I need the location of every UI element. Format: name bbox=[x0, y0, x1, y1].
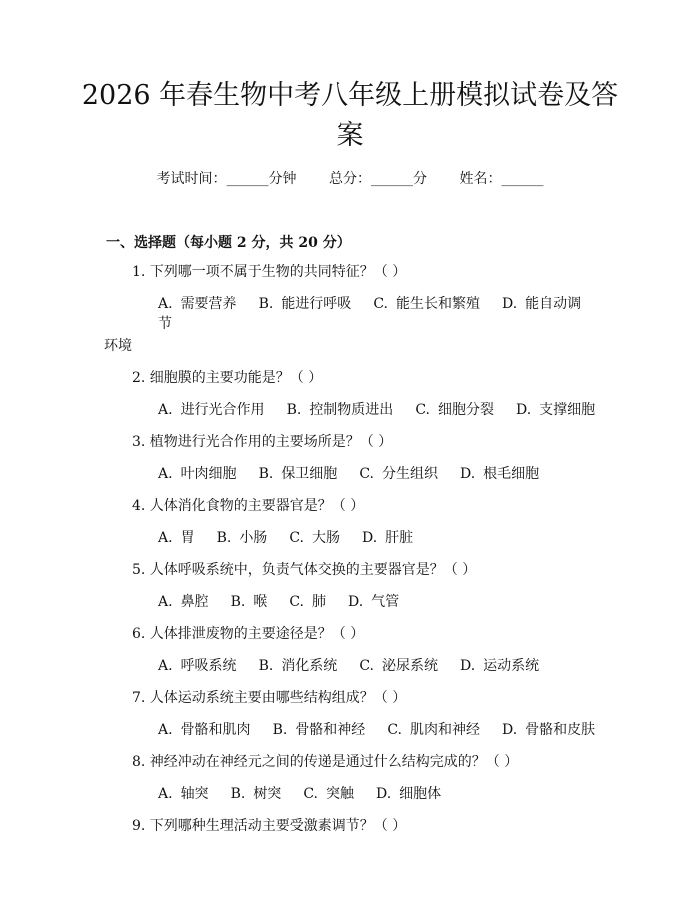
answer-option[interactable] bbox=[273, 722, 366, 738]
answer-option[interactable] bbox=[158, 530, 195, 546]
option-text: 支撑细胞 bbox=[539, 402, 596, 418]
option-text: 进行光合作用 bbox=[180, 402, 265, 418]
option-text: 运动系统 bbox=[483, 658, 540, 674]
option-letter: B. bbox=[230, 786, 246, 802]
answer-option[interactable] bbox=[158, 658, 237, 674]
option-text: 喉 bbox=[253, 594, 268, 610]
option-row bbox=[0, 720, 700, 740]
option-text: 肺 bbox=[311, 594, 326, 610]
answer-option[interactable] bbox=[460, 466, 539, 482]
answer-option[interactable] bbox=[259, 658, 338, 674]
option-text: 大肠 bbox=[311, 530, 340, 546]
answer-option[interactable] bbox=[289, 594, 326, 610]
question-stem: 8. 神经冲动在神经元之间的传递是通过什么结构完成的？（ ） bbox=[132, 754, 519, 770]
option-letter: C. bbox=[387, 722, 402, 738]
answer-option[interactable] bbox=[287, 402, 394, 418]
option-text: 需要营养 bbox=[180, 296, 237, 312]
question-stem: 3. 植物进行光合作用的主要场所是？（ ） bbox=[132, 434, 393, 450]
answer-option[interactable] bbox=[303, 786, 354, 802]
exam-time-field[interactable]: 考试时间：______分钟 bbox=[156, 171, 297, 187]
option-letter: A. bbox=[158, 402, 173, 418]
option-text: 能生长和繁殖 bbox=[395, 296, 480, 312]
option-letter: D. bbox=[459, 658, 476, 674]
option-text: 细胞分裂 bbox=[437, 402, 494, 418]
option-letter: B. bbox=[258, 658, 274, 674]
option-text: 能自动调节 bbox=[158, 296, 582, 332]
option-text: 胃 bbox=[180, 530, 195, 546]
question-stem: 7. 人体运动系统主要由哪些结构组成？（ ） bbox=[132, 690, 407, 706]
answer-option[interactable] bbox=[289, 530, 340, 546]
option-letter: B. bbox=[286, 402, 302, 418]
option-text: 轴突 bbox=[180, 786, 209, 802]
option-letter: A. bbox=[158, 786, 173, 802]
answer-option[interactable] bbox=[158, 722, 251, 738]
answer-option[interactable] bbox=[460, 658, 539, 674]
option-letter: D. bbox=[501, 296, 518, 312]
answer-option[interactable] bbox=[231, 786, 282, 802]
option-text: 气管 bbox=[371, 594, 400, 610]
option-text: 小肠 bbox=[239, 530, 268, 546]
option-letter: A. bbox=[158, 722, 173, 738]
option-row bbox=[0, 656, 700, 676]
option-letter: A. bbox=[158, 466, 173, 482]
question-stem: 4. 人体消化食物的主要器官是？（ ） bbox=[132, 498, 365, 514]
option-letter: C. bbox=[359, 466, 374, 482]
option-text-continuation: 环境 bbox=[104, 338, 132, 354]
answer-option[interactable] bbox=[259, 296, 352, 312]
option-letter: A. bbox=[158, 658, 173, 674]
option-letter: C. bbox=[373, 296, 388, 312]
answer-option[interactable] bbox=[158, 296, 237, 312]
option-text: 细胞体 bbox=[399, 786, 442, 802]
answer-option[interactable] bbox=[231, 594, 268, 610]
option-letter: B. bbox=[230, 594, 246, 610]
option-text: 骨骼和神经 bbox=[295, 722, 366, 738]
option-text: 根毛细胞 bbox=[483, 466, 540, 482]
option-letter: D. bbox=[347, 594, 364, 610]
option-letter: B. bbox=[272, 722, 288, 738]
option-letter: C. bbox=[289, 594, 304, 610]
option-text: 突触 bbox=[325, 786, 354, 802]
option-text: 鼻腔 bbox=[180, 594, 209, 610]
option-letter: C. bbox=[303, 786, 318, 802]
option-text: 肝脏 bbox=[385, 530, 414, 546]
answer-option[interactable] bbox=[348, 594, 399, 610]
option-letter: A. bbox=[158, 296, 173, 312]
answer-option[interactable] bbox=[359, 658, 438, 674]
answer-option[interactable] bbox=[158, 594, 209, 610]
option-row bbox=[0, 400, 700, 420]
exam-title: 2026 年春生物中考八年级上册模拟试卷及答案 bbox=[81, 80, 619, 151]
answer-option[interactable] bbox=[359, 466, 438, 482]
option-letter: C. bbox=[415, 402, 430, 418]
answer-option[interactable] bbox=[362, 530, 413, 546]
option-row bbox=[0, 528, 700, 548]
option-text: 叶肉细胞 bbox=[180, 466, 237, 482]
option-row bbox=[0, 784, 700, 804]
option-text: 消化系统 bbox=[281, 658, 338, 674]
exam-info-line bbox=[0, 168, 700, 188]
answer-option[interactable] bbox=[502, 722, 595, 738]
answer-option[interactable] bbox=[415, 402, 494, 418]
option-text: 呼吸系统 bbox=[180, 658, 237, 674]
option-letter: B. bbox=[258, 296, 274, 312]
option-text: 泌尿系统 bbox=[381, 658, 438, 674]
option-text: 保卫细胞 bbox=[281, 466, 338, 482]
option-text: 分生组织 bbox=[381, 466, 438, 482]
section-heading: 一、选择题（每小题 2 分，共 20 分） bbox=[106, 235, 351, 251]
option-letter: A. bbox=[158, 530, 173, 546]
option-letter: B. bbox=[258, 466, 274, 482]
answer-option[interactable] bbox=[387, 722, 480, 738]
option-letter: D. bbox=[501, 722, 518, 738]
option-letter: C. bbox=[289, 530, 304, 546]
student-name-field[interactable]: 姓名：______ bbox=[459, 171, 544, 187]
option-text: 肌肉和神经 bbox=[409, 722, 480, 738]
option-letter: A. bbox=[158, 594, 173, 610]
answer-option[interactable] bbox=[158, 466, 237, 482]
question-stem: 5. 人体呼吸系统中，负责气体交换的主要器官是？（ ） bbox=[132, 562, 477, 578]
question-stem: 6. 人体排泄废物的主要途径是？（ ） bbox=[132, 626, 365, 642]
question-list bbox=[0, 262, 700, 848]
option-letter: D. bbox=[459, 466, 476, 482]
answer-option[interactable] bbox=[158, 786, 209, 802]
option-letter: D. bbox=[515, 402, 532, 418]
option-text: 树突 bbox=[253, 786, 282, 802]
option-text: 能进行呼吸 bbox=[281, 296, 352, 312]
option-letter: D. bbox=[375, 786, 392, 802]
option-text: 骨骼和肌肉 bbox=[180, 722, 251, 738]
question-stem: 2. 细胞膜的主要功能是？（ ） bbox=[132, 370, 323, 386]
option-row bbox=[0, 464, 700, 484]
question-stem: 9. 下列哪种生理活动主要受激素调节？（ ） bbox=[132, 818, 407, 834]
answer-option[interactable] bbox=[158, 402, 265, 418]
answer-option[interactable] bbox=[373, 296, 480, 312]
answer-option[interactable] bbox=[217, 530, 268, 546]
option-letter: B. bbox=[216, 530, 232, 546]
question-stem: 1. 下列哪一项不属于生物的共同特征？（ ） bbox=[132, 264, 407, 280]
option-letter: C. bbox=[359, 658, 374, 674]
answer-option[interactable] bbox=[376, 786, 441, 802]
total-score-field[interactable]: 总分：______分 bbox=[329, 171, 427, 187]
option-text: 控制物质进出 bbox=[309, 402, 394, 418]
option-row bbox=[0, 592, 700, 612]
answer-option[interactable] bbox=[259, 466, 338, 482]
answer-option[interactable] bbox=[516, 402, 595, 418]
option-row bbox=[0, 294, 700, 356]
option-text: 骨骼和皮肤 bbox=[525, 722, 596, 738]
option-letter: D. bbox=[361, 530, 378, 546]
